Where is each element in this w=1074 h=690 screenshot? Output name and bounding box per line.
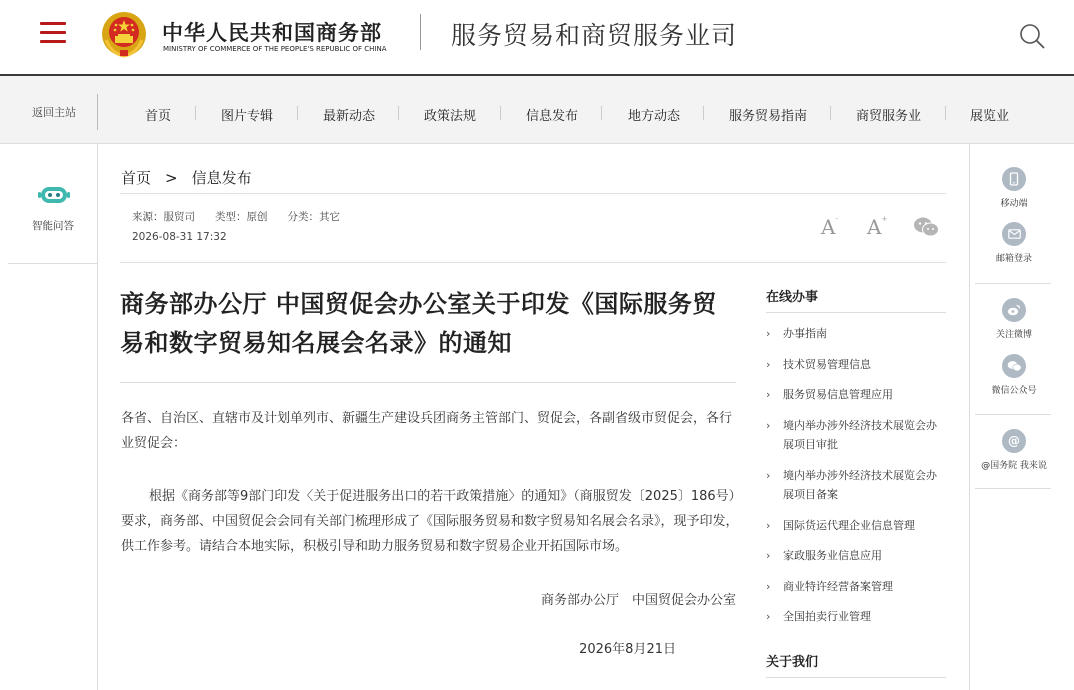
service-link-label: 商业特许经营备案管理 [783,580,893,593]
right-divider [969,144,970,690]
article-body: 根据《商务部等9部门印发〈关于促进服务出口的若干政策措施〉的通知》（商服贸发〔2025〕186号）要求，商务部、中国贸促会会同有关部门梳理形成了《国际服务贸易和数字贸易知名展会名录》，现予印发，供工作参考。请结合本地实际，积极引导和助力服务贸易和数字贸易企业开拓国际市场。 [121,489,739,554]
weibo-label: 关注微博 [995,330,1032,340]
online-services-title: 在线办事 [766,290,819,305]
service-link-label: 境内举办涉外经济技术展览会办展项目备案 [783,469,937,501]
mail-login-link[interactable] [978,222,1050,264]
nav-separator [601,106,602,120]
article-date: 2026年8月21日 [579,642,676,657]
department-title: 服务贸易和商贸服务业司 [451,21,738,50]
at-icon: @ [1002,429,1026,453]
service-link-freight-forwarder[interactable] [766,516,946,535]
service-link-service-trade-info[interactable] [766,385,946,404]
font-decrease-letter: A [821,215,836,239]
service-link-label: 办事指南 [783,327,827,340]
wechat-share-icon[interactable] [913,216,939,238]
mobile-icon [1002,167,1026,191]
chevron-right-icon: › [766,549,771,562]
article-source: 来源：服贸司 [132,211,195,223]
chevron-right-icon: › [766,419,771,432]
service-link-auction[interactable] [766,607,946,626]
mobile-label: 移动端 [1000,199,1028,209]
nav-divider [97,94,98,130]
wechat-icon [1002,354,1026,378]
service-link-label: 技术贸易管理信息 [783,358,871,371]
site-header [0,0,1074,76]
article-type: 类型：原创 [215,211,268,223]
nav-item-latest-news[interactable]: 最新动态 [323,109,376,124]
font-increase-button[interactable] [867,215,887,239]
article-title: 商务部办公厅 中国贸促会办公室关于印发《国际服务贸易和数字贸易知名展会名录》的通知 [120,290,717,357]
service-link-exhibition-approval[interactable] [766,416,946,454]
service-link-label: 全国拍卖行业管理 [783,610,871,623]
online-services-divider [766,312,946,313]
font-increase-sign: + [881,215,888,223]
breadcrumb [121,167,252,188]
mail-icon [1002,222,1026,246]
nav-item-exhibition[interactable]: 展览业 [970,109,1010,124]
wechat-account-label: 微信公众号 [991,386,1037,396]
hamburger-menu-icon[interactable] [40,22,66,44]
nav-separator [703,106,704,120]
chevron-right-icon: › [766,327,771,340]
service-link-label: 家政服务业信息应用 [783,549,882,562]
nav-item-policy[interactable]: 政策法规 [424,109,477,124]
chevron-right-icon: › [766,580,771,593]
chevron-right-icon: › [766,358,771,371]
nav-item-home[interactable]: 首页 [145,109,172,124]
about-us-divider [766,677,946,678]
nav-separator [830,106,831,120]
article-datetime: 2026-08-31 17:32 [132,231,227,243]
font-decrease-sign: - [835,215,838,223]
nav-separator [398,106,399,120]
left-sidebar [8,144,97,264]
service-link-label: 国际货运代理企业信息管理 [783,519,915,532]
service-link-franchise[interactable] [766,577,946,596]
breadcrumb-arrow: > [165,169,178,187]
back-to-main-site-link[interactable]: 返回主站 [32,106,76,119]
nav-item-info-release[interactable]: 信息发布 [526,109,579,124]
article-category: 分类：其它 [287,211,340,223]
robot-icon[interactable] [38,182,70,208]
weibo-icon [1002,298,1026,322]
mobile-link[interactable] [978,167,1050,209]
search-icon[interactable] [1018,22,1046,50]
article-meta [132,209,360,224]
nav-separator [195,106,196,120]
breadcrumb-divider [120,193,946,194]
chevron-right-icon: › [766,469,771,482]
service-link-label: 境内举办涉外经济技术展览会办展项目审批 [783,419,937,451]
chevron-right-icon: › [766,388,771,401]
main-nav [0,76,1074,144]
mail-login-label: 邮箱登录 [995,254,1032,264]
state-council-feedback-label: @国务院 我来说 [981,461,1047,471]
service-link-tech-trade[interactable] [766,355,946,374]
service-link-label: 服务贸易信息管理应用 [783,388,893,401]
meta-divider [120,262,946,263]
left-divider [97,144,98,690]
nav-separator [297,106,298,120]
national-emblem-icon [100,10,148,60]
font-decrease-button[interactable] [821,215,838,239]
title-divider [120,382,736,383]
nav-separator [945,106,946,120]
article-signature: 商务部办公厅 中国贸促会办公室 [540,593,736,608]
header-divider [420,14,421,50]
breadcrumb-home[interactable]: 首页 [121,169,152,187]
weibo-link[interactable] [978,298,1050,340]
chevron-right-icon: › [766,610,771,623]
sidebar-separator [975,414,1051,415]
state-council-feedback-link[interactable] [978,429,1050,471]
breadcrumb-current[interactable]: 信息发布 [191,169,252,187]
smart-qa-label[interactable]: 智能问答 [32,220,74,232]
org-name-chinese: 中华人民共和国商务部 [162,21,382,45]
nav-separator [500,106,501,120]
nav-item-photo-album[interactable]: 图片专辑 [221,109,274,124]
nav-item-local-news[interactable]: 地方动态 [628,109,681,124]
about-us-title: 关于我们 [766,655,819,670]
article-salutation: 各省、自治区、直辖市及计划单列市、新疆生产建设兵团商务主管部门、贸促会，各副省级市贸促会，各行业贸促会： [121,411,733,451]
font-increase-letter: A [867,215,882,239]
sidebar-separator [975,283,1051,284]
nav-item-commerce-services[interactable]: 商贸服务业 [856,109,922,124]
org-name-english: MINISTRY OF COMMERCE OF THE PEOPLE'S REPUBLIC OF CHINA [163,45,387,53]
chevron-right-icon: › [766,519,771,532]
nav-item-trade-guide[interactable]: 服务贸易指南 [729,109,808,124]
service-link-housekeeping[interactable] [766,546,946,565]
sidebar-separator [975,488,1051,489]
wechat-account-link[interactable] [978,354,1050,396]
service-link-exhibition-filing[interactable] [766,466,946,504]
service-link-guide[interactable] [766,324,946,343]
